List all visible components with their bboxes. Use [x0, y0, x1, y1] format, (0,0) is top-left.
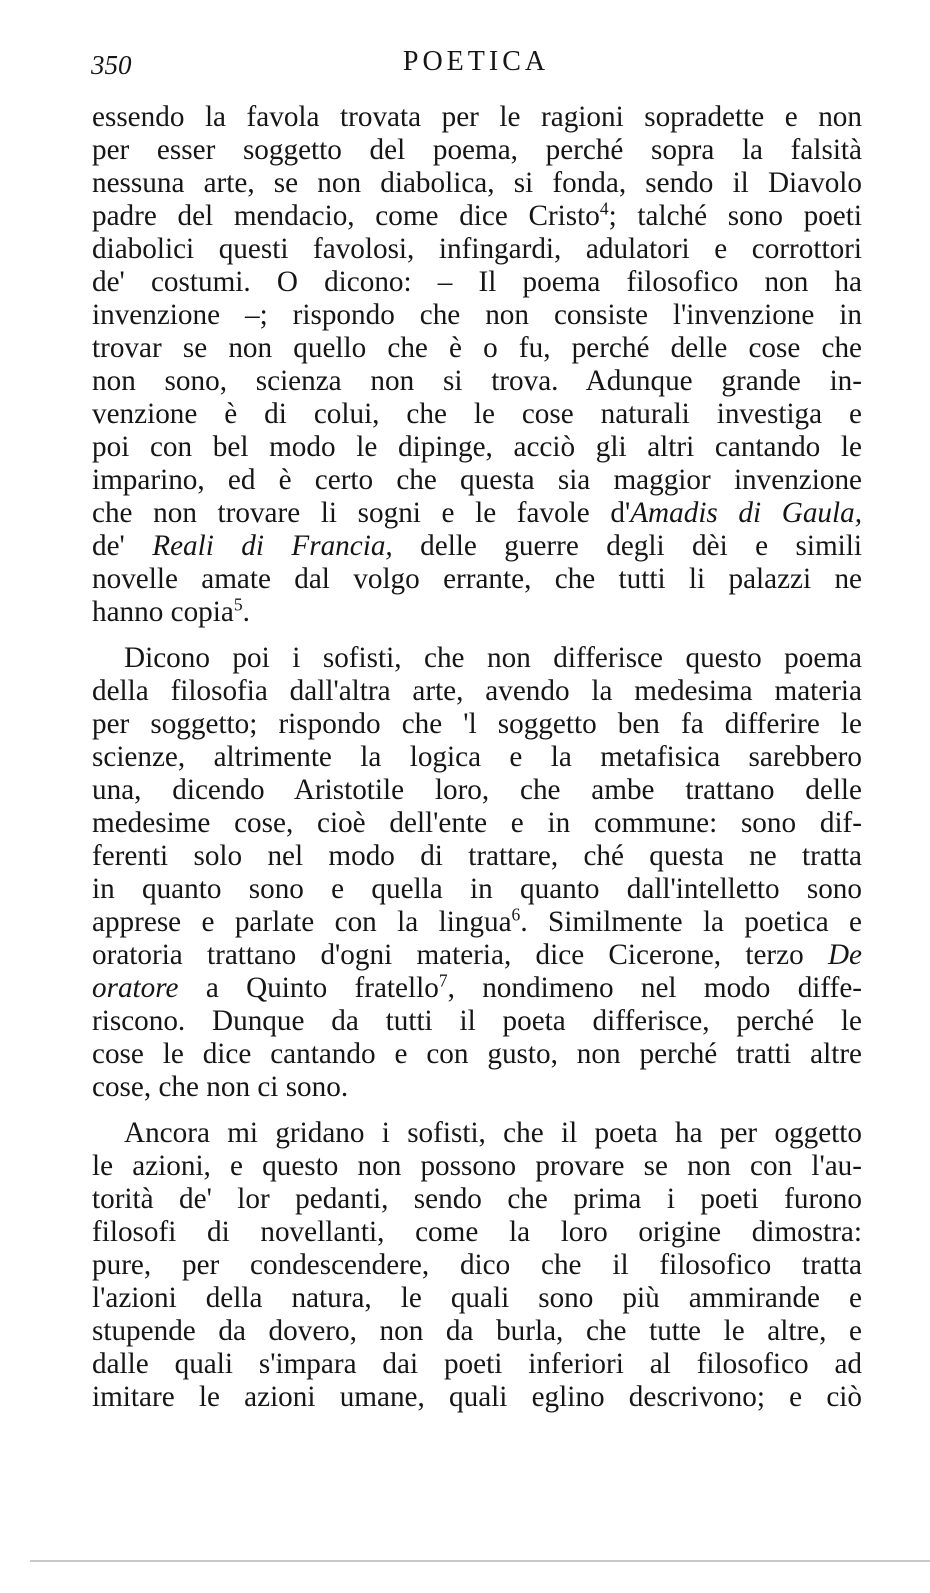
text-line: ferenti solo nel modo di trattare, ché questa ne tratta: [92, 840, 862, 872]
text-line: le azioni, e questo non possono provare se non con l'au-: [92, 1150, 862, 1182]
title-citation: Reali di Francia,: [152, 530, 393, 562]
text-run: apprese e parlate con la lingua: [92, 906, 512, 938]
page-number: 350: [91, 50, 132, 80]
text-line: essendo la favola trovata per le ragioni sopradette e non: [92, 101, 862, 133]
text-run: a Quinto fratello: [178, 972, 439, 1004]
text-line: cose le dice cantando e con gusto, non perché tratti altre: [92, 1038, 862, 1070]
text-line: medesime cose, cioè dell'ente e in commune: sono dif-: [92, 807, 862, 839]
text-line: in quanto sono e quella in quanto dall'intelletto sono: [92, 873, 862, 905]
text-line: diabolici questi favolosi, infingardi, adulatori e corrottori: [92, 233, 862, 265]
text-line: filosofi di novellanti, come la loro origine dimostra:: [92, 1216, 862, 1248]
footnote-ref: 5: [233, 594, 243, 615]
text-line: [92, 906, 862, 939]
text-run: padre del mendacio, come dice Cristo: [92, 200, 600, 232]
title-citation: Amadis di Gaula,: [630, 497, 863, 529]
text-line: riscono. Dunque da tutti il poeta differisce, perché le: [92, 1005, 862, 1037]
text-line: Ancora mi gridano i sofisti, che il poeta ha per oggetto: [124, 1117, 862, 1149]
text-line: torità de' lor pedanti, sendo che prima i poeti furono: [92, 1183, 862, 1215]
text-run: hanno copia: [92, 596, 234, 628]
text-line: [92, 200, 862, 233]
text-line: Dicono poi i sofisti, che non differisce questo poema: [124, 642, 862, 674]
text-line: de' costumi. O dicono: – Il poema filosofico non ha: [92, 266, 862, 298]
text-line: [92, 497, 862, 530]
text-line: scienze, altrimente la logica e la metafisica sarebbero: [92, 741, 862, 773]
text-line: nessuna arte, se non diabolica, si fonda, sendo il Diavolo: [92, 167, 862, 199]
text-line: novelle amate dal volgo errante, che tutti li palazzi ne: [92, 563, 862, 595]
footnote-ref: 7: [438, 970, 448, 991]
text-line: stupende da dovero, non da burla, che tutte le altre, e: [92, 1315, 862, 1347]
text-line: [92, 972, 862, 1005]
text-line: per soggetto; rispondo che 'l soggetto ben fa differire le: [92, 708, 862, 740]
title-citation: oratore: [92, 972, 179, 1004]
text-run: oratoria trattano d'ogni materia, dice Cicerone, terzo: [92, 939, 828, 971]
text-line: invenzione –; rispondo che non consiste l'invenzione in: [92, 299, 862, 331]
text-line: trovar se non quello che è o fu, perché delle cose che: [92, 332, 862, 364]
text-run: delle guerre degli dèi e simili: [392, 530, 862, 562]
text-line: una, dicendo Aristotile loro, che ambe trattano delle: [92, 774, 862, 806]
text-run: .: [242, 596, 250, 628]
text-line: dalle quali s'impara dai poeti inferiori al filosofico ad: [92, 1348, 862, 1380]
text-line: cose, che non ci sono.: [92, 1071, 349, 1103]
text-line: [92, 596, 862, 629]
footnote-ref: 4: [599, 198, 609, 219]
text-line: per esser soggetto del poema, perché sopra la falsità: [92, 134, 862, 166]
page-header: [88, 44, 864, 84]
text-run: de': [92, 530, 153, 562]
text-line: imparino, ed è certo che questa sia maggior invenzione: [92, 464, 862, 496]
running-title: POETICA: [402, 46, 550, 77]
text-line: poi con bel modo le dipinge, acciò gli altri cantando le: [92, 431, 862, 463]
text-line: imitare le azioni umane, quali eglino descrivono; e ciò: [92, 1381, 862, 1413]
text-line: l'azioni della natura, le quali sono più ammirande e: [92, 1282, 862, 1314]
text-run: ; talché sono poeti: [608, 200, 862, 232]
body-text: [92, 101, 862, 1414]
text-run: . Similmente la poetica e: [520, 906, 862, 938]
text-line: [92, 530, 862, 563]
text-run: che non trovare li sogni e le favole d': [92, 497, 631, 529]
text-line: della filosofia dall'altra arte, avendo la medesima materia: [92, 675, 862, 707]
title-citation: De: [827, 939, 862, 971]
text-line: [92, 939, 862, 972]
text-line: venzione è di colui, che le cose naturali investiga e: [92, 398, 862, 430]
text-line: non sono, scienza non si trova. Adunque grande in-: [92, 365, 862, 397]
footnote-ref: 6: [511, 904, 521, 925]
text-run: , nondimeno nel modo diffe-: [447, 972, 862, 1004]
bottom-edge-rule: [30, 1560, 930, 1562]
text-line: pure, per condescendere, dico che il filosofico tratta: [92, 1249, 862, 1281]
